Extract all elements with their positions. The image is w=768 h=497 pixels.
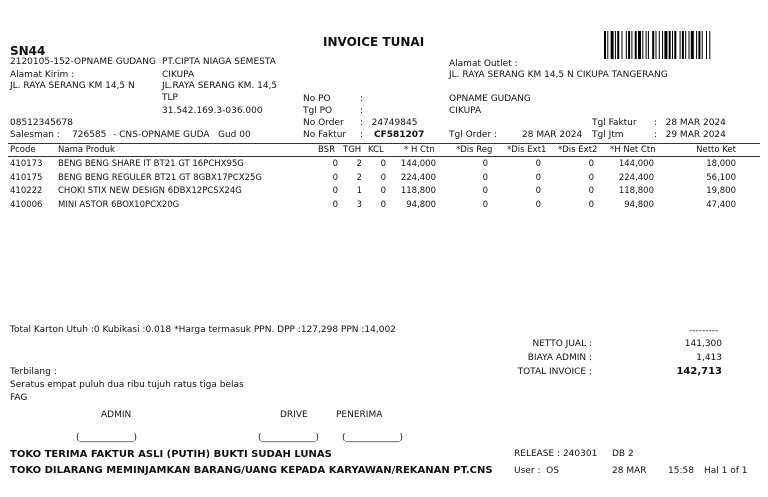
barcode-bar (628, 31, 630, 59)
table-top-rule (8, 143, 760, 144)
cell-dis-reg: 0 (482, 186, 488, 197)
barcode-bar (669, 31, 671, 59)
no-order-value: : 24749845 (360, 118, 418, 128)
barcode-bar (652, 31, 654, 59)
company-name: PT.CIPTA NIAGA SEMESTA (162, 57, 276, 67)
footer-note-paid: TOKO TERIMA FAKTUR ASLI (PUTIH) BUKTI SUDAH LUNAS (10, 449, 332, 460)
barcode-bar (709, 31, 710, 59)
cell-dis-ext1: 0 (535, 199, 541, 210)
barcode-bar (672, 31, 673, 59)
cell-dis-ext2: 0 (588, 172, 594, 183)
biaya-admin-value: 1,413 (696, 353, 722, 363)
company-npwp: 31.542.169.3-036.000 (162, 106, 263, 116)
footer-db: DB 2 (612, 449, 634, 459)
table-header-rule (8, 156, 760, 157)
company-address: JL.RAYA SERANG KM. 14,5 (162, 81, 278, 91)
barcode-bar (622, 31, 623, 59)
tgl-faktur-value: : 28 MAR 2024 (654, 118, 726, 128)
salesman-name: - CNS-OPNAME GUDA (113, 130, 210, 140)
barcode-bar (642, 31, 643, 59)
column-header: KCL (368, 145, 384, 155)
barcode-bar (698, 31, 700, 59)
total-invoice-label: TOTAL INVOICE : (517, 367, 592, 377)
cell-pcode: 410006 (10, 199, 43, 210)
barcode-bar (615, 31, 616, 59)
biaya-admin-label: BIAYA ADMIN : (527, 353, 592, 363)
signature-admin-blank: (____________) (76, 433, 138, 443)
netto-jual-value: 141,300 (684, 339, 722, 349)
cell-tgh: 2 (356, 159, 362, 169)
terbilang-label: Terbilang : (10, 367, 57, 377)
barcode-bar (604, 31, 606, 59)
barcode-bar (691, 31, 694, 59)
cell-h-ctn: 144,000 (400, 159, 436, 169)
footer-time: 15:58 (668, 466, 694, 476)
tgl-order-value: 28 MAR 2024 (522, 130, 583, 140)
barcode-bar (702, 31, 703, 59)
barcode-bar (664, 31, 667, 59)
barcode-bar (617, 31, 619, 59)
cell-bsr: 0 (332, 172, 338, 183)
cell-netto-ket: 56,100 (706, 172, 736, 183)
barcode-image (604, 31, 748, 59)
barcode-bar (646, 31, 647, 59)
cell-pcode: 410175 (10, 172, 43, 183)
salesman-code: 726585 (72, 130, 107, 140)
no-faktur-value: CF581207 (374, 130, 425, 140)
signature-admin-label: ADMIN (101, 410, 132, 420)
signature-drive-label: DRIVE (280, 410, 308, 420)
outlet-city: CIKUPA (449, 106, 482, 116)
barcode-bar (607, 31, 608, 59)
cell-dis-reg: 0 (482, 159, 488, 169)
cell-bsr: 0 (332, 199, 338, 210)
barcode-bar (659, 31, 660, 59)
cell-dis-reg: 0 (482, 172, 488, 183)
cell-h-ctn: 94,800 (406, 199, 436, 210)
barcode-bar (680, 31, 681, 59)
salesman-gudang: Gud 00 (218, 130, 251, 140)
netto-jual-label: NETTO JUAL : (532, 339, 592, 349)
cell-dis-reg: 0 (482, 199, 488, 210)
no-order-label: No Order (303, 118, 344, 128)
barcode-bar (638, 31, 641, 59)
barcode-bar (682, 31, 684, 59)
barcode-bar (656, 31, 657, 59)
no-po-label: No PO (303, 94, 331, 104)
column-header: *Dis Ext1 (507, 145, 547, 155)
footer-note-loan: TOKO DILARANG MEMINJAMKAN BARANG/UANG KEPADA KARYAWAN/REKANAN PT.CNS (10, 465, 493, 476)
tgl-jtm-value: : 29 MAR 2024 (654, 130, 726, 140)
column-header: Netto Ket (696, 145, 736, 155)
column-header: BSR (318, 145, 335, 155)
outlet-name: OPNAME GUDANG (449, 94, 531, 104)
column-header: * H Ctn (404, 145, 435, 155)
barcode-bar (611, 31, 614, 59)
cell-kcl: 0 (380, 199, 386, 210)
signature-drive-blank: (____________) (258, 433, 320, 443)
cell-tgh: 1 (356, 186, 362, 197)
tgl-po-value: : (360, 106, 364, 116)
cell-dis-ext2: 0 (588, 186, 594, 197)
footer-page: Hal 1 of 1 (704, 466, 748, 476)
alamat-kirim-value: JL. RAYA SERANG KM 14,5 N (10, 81, 135, 91)
cell-dis-ext2: 0 (588, 199, 594, 210)
cell-dis-ext1: 0 (535, 172, 541, 183)
cell-nama-produk: MINI ASTOR 6BOX10PCX20G (58, 199, 180, 210)
summary-line: Total Karton Utuh :0 Kubikasi :0.018 *Harga termasuk PPN. DPP :127,298 PPN :14,002 (10, 325, 396, 335)
barcode-bar (626, 31, 627, 59)
footer-date: 28 MAR (612, 466, 647, 476)
column-header: TGH (343, 145, 362, 155)
cell-nama-produk: CHOKI STIX NEW DESIGN 6DBX12PCSX24G (58, 186, 242, 197)
cell-h-net-ctn: 224,400 (618, 172, 654, 183)
footer-user: User : OS (514, 466, 559, 476)
tgl-jtm-label: Tgl Jtm (592, 130, 624, 140)
cell-tgh: 3 (356, 199, 362, 210)
cell-bsr: 0 (332, 186, 338, 197)
company-city: CIKUPA (162, 70, 195, 80)
cell-h-net-ctn: 144,000 (618, 159, 654, 169)
barcode-bar (631, 31, 632, 59)
cell-kcl: 0 (380, 172, 386, 183)
barcode-bar (706, 31, 707, 59)
cell-dis-ext1: 0 (535, 159, 541, 169)
column-header: *H Net Ctn (610, 145, 656, 155)
barcode-bar (635, 31, 637, 59)
cell-kcl: 0 (380, 159, 386, 169)
cell-h-net-ctn: 94,800 (624, 199, 654, 210)
cell-h-ctn: 224,400 (400, 172, 436, 183)
barcode-bar (674, 31, 676, 59)
column-header: *Dis Ext2 (558, 145, 598, 155)
barcode-bar (689, 31, 690, 59)
barcode-bar (685, 31, 686, 59)
no-faktur-label: No Faktur (303, 130, 347, 140)
fag-code: FAG (10, 393, 28, 403)
invoice-title: INVOICE TUNAI (323, 35, 425, 49)
cell-netto-ket: 47,400 (706, 199, 736, 210)
customer-phone: 08512345678 (10, 118, 73, 128)
barcode-bar (648, 31, 649, 59)
company-tlp: TLP (162, 93, 178, 103)
cell-h-ctn: 118,800 (400, 186, 436, 197)
alamat-kirim-label: Alamat Kirim : (10, 70, 75, 80)
salesman-label: Salesman : (10, 130, 60, 140)
signature-penerima-label: PENERIMA (336, 410, 383, 420)
no-faktur-colon: : (360, 130, 364, 140)
terbilang-text: Seratus empat puluh dua ribu tujuh ratus tiga belas (10, 380, 244, 390)
cell-pcode: 410222 (10, 186, 43, 197)
column-header: Pcode (10, 145, 36, 155)
cell-nama-produk: BENG BENG SHARE IT BT21 GT 16PCHX95G (58, 159, 244, 169)
no-po-value: : (360, 94, 364, 104)
tgl-order-label: Tgl Order : (449, 130, 498, 140)
outlet-address: JL. RAYA SERANG KM 14,5 N CIKUPA TANGERANG (449, 70, 668, 80)
cell-netto-ket: 18,000 (706, 159, 736, 169)
column-header: *Dis Reg (456, 145, 493, 155)
tgl-faktur-label: Tgl Faktur (592, 118, 637, 128)
cell-dis-ext2: 0 (588, 159, 594, 169)
totals-dashes: --------- (689, 326, 719, 336)
cell-bsr: 0 (332, 159, 338, 169)
footer-release: RELEASE : 240301 (514, 449, 598, 459)
cell-tgh: 2 (356, 172, 362, 183)
barcode-bar (662, 31, 663, 59)
outlet-label: Alamat Outlet : (449, 59, 518, 69)
signature-penerima-blank: (____________) (342, 433, 404, 443)
store-code: SN44 (10, 44, 46, 58)
tgl-po-label: Tgl PO (303, 106, 333, 116)
cell-kcl: 0 (380, 186, 386, 197)
cell-pcode: 410173 (10, 159, 43, 169)
cell-h-net-ctn: 118,800 (618, 186, 654, 197)
customer-account: 2120105-152-OPNAME GUDANG (10, 57, 156, 67)
cell-netto-ket: 19,800 (706, 186, 736, 197)
column-header: Nama Produk (58, 145, 115, 155)
barcode-bar (696, 31, 697, 59)
total-invoice-value: 142,713 (676, 366, 722, 377)
cell-nama-produk: BENG BENG REGULER BT21 GT 8GBX17PCX25G (58, 172, 262, 183)
cell-dis-ext1: 0 (535, 186, 541, 197)
